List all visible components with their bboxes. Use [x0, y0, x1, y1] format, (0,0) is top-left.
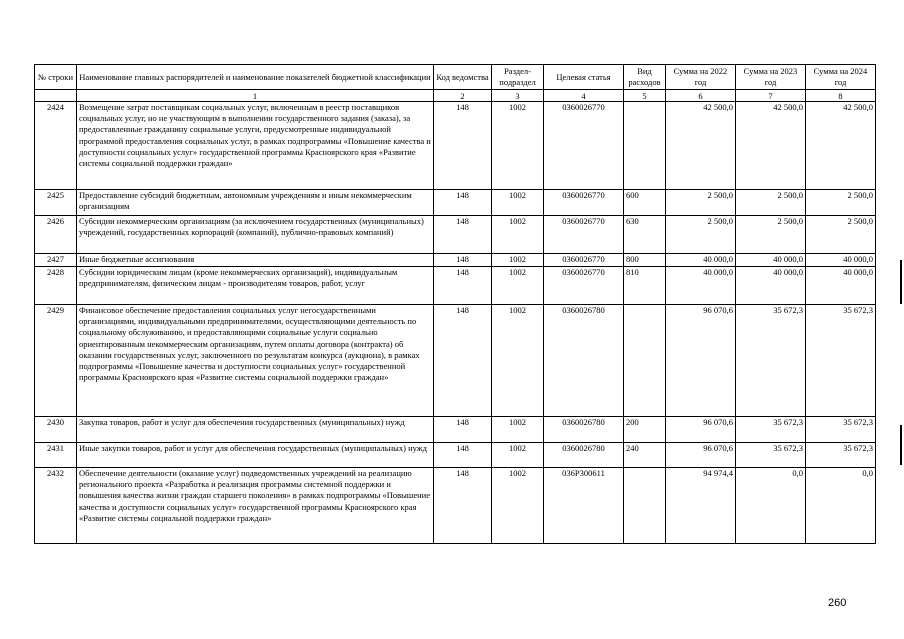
column-number: 3 [492, 90, 544, 102]
header-row-number: № строки [35, 65, 77, 90]
header-sum-2022: Сумма на 2022 год [666, 65, 736, 90]
row-sum-2022: 40 000,0 [666, 267, 736, 305]
row-sum-2023: 35 672,3 [736, 417, 806, 443]
row-dept-code: 148 [434, 417, 492, 443]
row-section: 1002 [492, 305, 544, 417]
row-sum-2022: 96 070,6 [666, 417, 736, 443]
header-section: Раздел-подраздел [492, 65, 544, 90]
row-sum-2022: 96 070,6 [666, 305, 736, 417]
row-sum-2022: 96 070,6 [666, 443, 736, 468]
column-number: 6 [666, 90, 736, 102]
header-row [35, 65, 876, 90]
row-section: 1002 [492, 254, 544, 267]
row-name: Закупка товаров, работ и услуг для обеспечения государственных (муниципальных) нужд [77, 417, 434, 443]
row-number: 2424 [35, 102, 77, 190]
row-name: Финансовое обеспечение предоставления социальных услуг негосударственными организациями, индивидуальными предпринимателями, осуществляющими деятельность по социальному обслуживанию, и предоставляющими социальные услуги социально ориентированным некоммерческим организациям, путем оплаты договора (контракта) об оказании государственных услуг, заключенного по результатам конкурса (аукциона), в рамках подпрограммы «Повышение качества и доступности социальных услуг» государственной программы Красноярского края «Развитие системы социальной поддержки граждан» [77, 305, 434, 417]
column-number: 5 [624, 90, 666, 102]
row-sum-2023: 2 500,0 [736, 216, 806, 254]
row-name: Субсидии некоммерческим организациям (за исключением государственных (муниципальных) учреждений, государственных корпораций (компаний), публично-правовых компаний) [77, 216, 434, 254]
table-row [35, 216, 876, 254]
row-number: 2429 [35, 305, 77, 417]
column-number: 8 [806, 90, 876, 102]
row-target-article: 0360026780 [544, 443, 624, 468]
column-number: 1 [77, 90, 434, 102]
table-row [35, 190, 876, 216]
row-sum-2024: 35 672,3 [806, 443, 876, 468]
table-row [35, 417, 876, 443]
row-expense-type [624, 102, 666, 190]
row-expense-type: 630 [624, 216, 666, 254]
row-number: 2427 [35, 254, 77, 267]
row-sum-2022: 42 500,0 [666, 102, 736, 190]
row-number: 2430 [35, 417, 77, 443]
row-expense-type: 600 [624, 190, 666, 216]
row-expense-type [624, 305, 666, 417]
scan-edge-mark [900, 260, 902, 304]
row-section: 1002 [492, 443, 544, 468]
row-name: Возмещение затрат поставщикам социальных услуг, включенным в реестр поставщиков социальных услуг, но не участвующим в выполнении государственного задания (заказа), за предоставленные гражданину социальные услуги, предусмотренные индивидуальной программой предоставления социальных услуг, в рамках подпрограммы «Повышение качества и доступности социальных услуг» государственной программы Красноярского края «Развитие системы социальной поддержки граждан» [77, 102, 434, 190]
column-number: 2 [434, 90, 492, 102]
row-dept-code: 148 [434, 305, 492, 417]
row-sum-2022: 2 500,0 [666, 190, 736, 216]
row-sum-2024: 0,0 [806, 468, 876, 544]
table-row [35, 267, 876, 305]
row-dept-code: 148 [434, 468, 492, 544]
row-sum-2023: 0,0 [736, 468, 806, 544]
row-sum-2024: 2 500,0 [806, 190, 876, 216]
row-sum-2024: 2 500,0 [806, 216, 876, 254]
row-sum-2024: 40 000,0 [806, 267, 876, 305]
row-number: 2428 [35, 267, 77, 305]
row-expense-type: 810 [624, 267, 666, 305]
row-section: 1002 [492, 468, 544, 544]
row-target-article: 0360026770 [544, 190, 624, 216]
column-number: 4 [544, 90, 624, 102]
row-sum-2023: 40 000,0 [736, 267, 806, 305]
table-row [35, 254, 876, 267]
row-section: 1002 [492, 102, 544, 190]
row-expense-type: 800 [624, 254, 666, 267]
row-sum-2023: 35 672,3 [736, 443, 806, 468]
row-dept-code: 148 [434, 443, 492, 468]
row-target-article: 0360026770 [544, 267, 624, 305]
row-number: 2432 [35, 468, 77, 544]
table-row [35, 102, 876, 190]
header-sum-2023: Сумма на 2023 год [736, 65, 806, 90]
scan-edge-mark [900, 425, 902, 465]
row-dept-code: 148 [434, 267, 492, 305]
header-dept-code: Код ведомства [434, 65, 492, 90]
row-sum-2023: 40 000,0 [736, 254, 806, 267]
row-number: 2431 [35, 443, 77, 468]
row-target-article: 0360026780 [544, 305, 624, 417]
row-dept-code: 148 [434, 190, 492, 216]
row-target-article: 0360026770 [544, 102, 624, 190]
row-sum-2022: 94 974,4 [666, 468, 736, 544]
header-name: Наименование главных распорядителей и наименование показателей бюджетной классификации [77, 65, 434, 90]
row-expense-type: 240 [624, 443, 666, 468]
column-number: 7 [736, 90, 806, 102]
row-dept-code: 148 [434, 216, 492, 254]
row-dept-code: 148 [434, 102, 492, 190]
row-expense-type: 200 [624, 417, 666, 443]
row-sum-2024: 35 672,3 [806, 305, 876, 417]
row-sum-2024: 40 000,0 [806, 254, 876, 267]
header-expense-type: Вид расходов [624, 65, 666, 90]
row-section: 1002 [492, 190, 544, 216]
table-row [35, 468, 876, 544]
budget-table [34, 64, 876, 544]
row-target-article: 0360026770 [544, 254, 624, 267]
row-name: Субсидии юридическим лицам (кроме некоммерческих организаций), индивидуальным предпринимателям, физическим лицам - производителям товаров, работ, услуг [77, 267, 434, 305]
row-section: 1002 [492, 267, 544, 305]
row-number: 2426 [35, 216, 77, 254]
row-section: 1002 [492, 417, 544, 443]
row-sum-2023: 42 500,0 [736, 102, 806, 190]
row-sum-2022: 40 000,0 [666, 254, 736, 267]
page-number: 260 [828, 597, 847, 609]
row-sum-2022: 2 500,0 [666, 216, 736, 254]
row-target-article: 0360026780 [544, 417, 624, 443]
row-sum-2024: 42 500,0 [806, 102, 876, 190]
table-row [35, 443, 876, 468]
row-name: Обеспечение деятельности (оказание услуг) подведомственных учреждений на реализацию регионального проекта «Разработка и реализация программы системной поддержки и повышения качества жизни граждан старшего поколения» в рамках подпрограммы «Повышение качества и доступности социальных услуг» государственной программы Красноярского края «Развитие системы социальной поддержки граждан» [77, 468, 434, 544]
column-number [35, 90, 77, 102]
header-sum-2024: Сумма на 2024 год [806, 65, 876, 90]
row-section: 1002 [492, 216, 544, 254]
row-sum-2024: 35 672,3 [806, 417, 876, 443]
row-dept-code: 148 [434, 254, 492, 267]
column-number-row [35, 90, 876, 102]
row-target-article: 036P300611 [544, 468, 624, 544]
row-target-article: 0360026770 [544, 216, 624, 254]
row-sum-2023: 2 500,0 [736, 190, 806, 216]
row-name: Предоставление субсидий бюджетным, автономным учреждениям и иным некоммерческим организациям [77, 190, 434, 216]
row-sum-2023: 35 672,3 [736, 305, 806, 417]
table-row [35, 305, 876, 417]
row-expense-type [624, 468, 666, 544]
header-target-article: Целевая статья [544, 65, 624, 90]
row-name: Иные закупки товаров, работ и услуг для обеспечения государственных (муниципальных) нужд [77, 443, 434, 468]
row-name: Иные бюджетные ассигнования [77, 254, 434, 267]
row-number: 2425 [35, 190, 77, 216]
